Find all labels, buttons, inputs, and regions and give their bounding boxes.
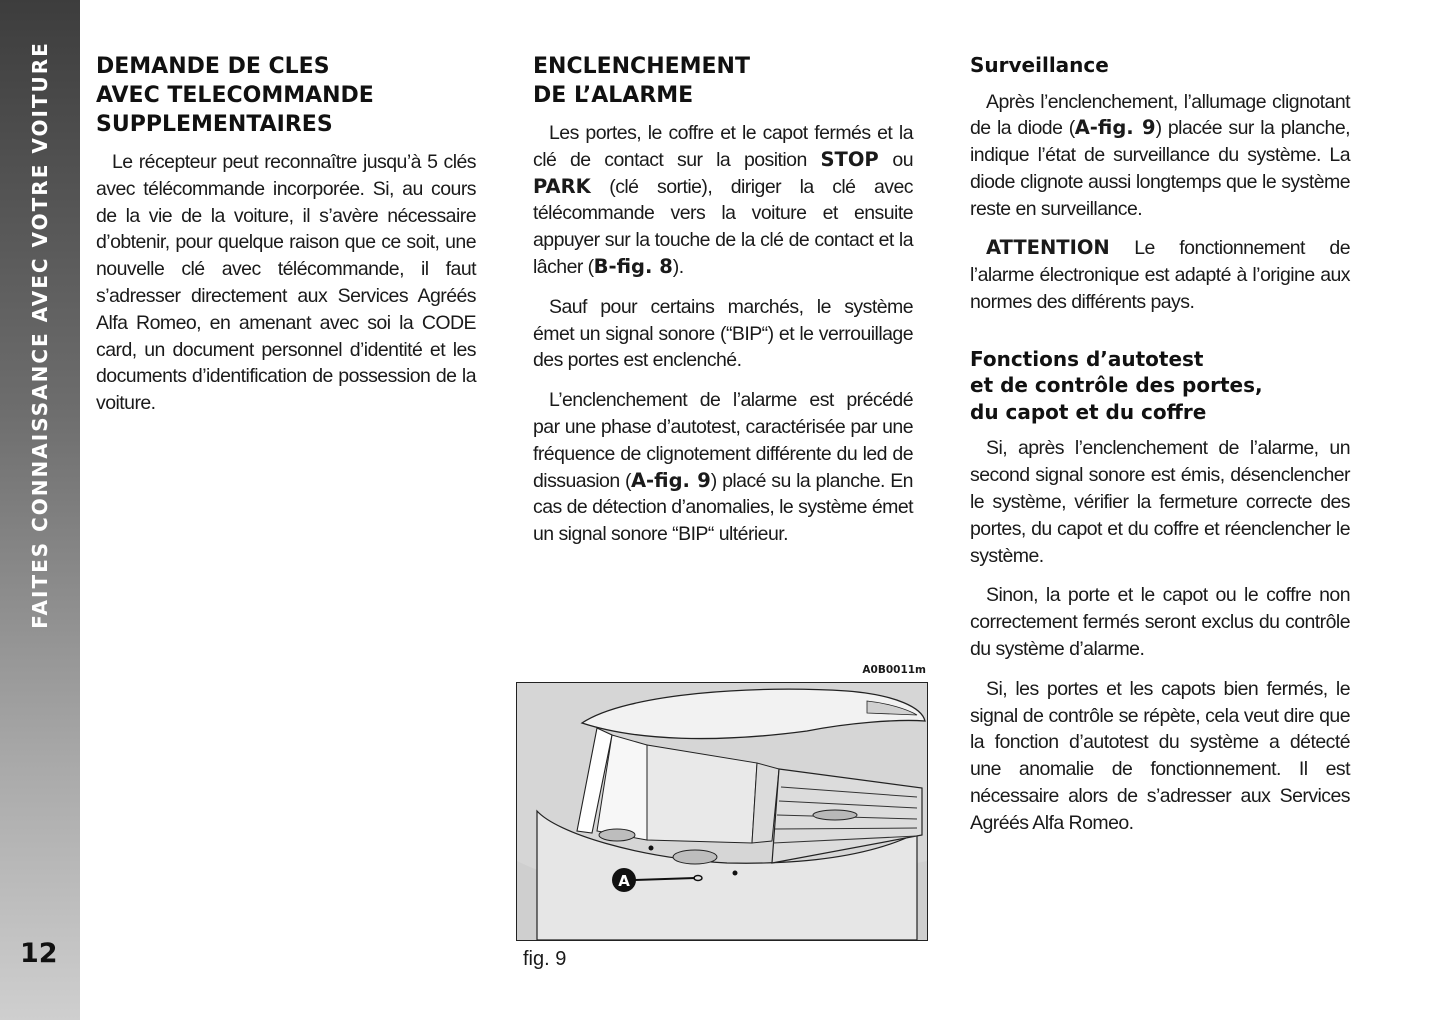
column-keys: [96, 52, 476, 430]
heading-enclenchement: [533, 52, 913, 110]
heading-line: DE L’ALARME: [533, 83, 694, 108]
heading-surveillance: Surveillance: [970, 53, 1109, 77]
heading-line: SUPPLEMENTAIRES: [96, 112, 333, 137]
paragraph-second-signal: Si, après l’enclenchement de l’alarme, un second signal sonore est émis, désenclencher le système, vérifier la fermeture correcte des portes, du capot et du coffre et réenclencher le système.: [970, 437, 1350, 567]
text-run: Après l’enclenchement, l’allumage clignotant de la diode (: [970, 90, 1350, 140]
heading-line: ENCLENCHEMENT: [533, 54, 750, 79]
column-alarm: [533, 52, 913, 561]
text-run: (clé sortie), diriger la clé avec télécommande vers la voiture et ensuite appuyer sur la touche de la clé de contact et la lâcher (: [533, 175, 913, 278]
text-run: Le fonctionnement de l’alarme électronique est adapté à l’origine aux normes des différents pays.: [970, 237, 1350, 314]
text-run: Les portes, le coffre et le capot fermés et la clé de contact sur la position: [533, 122, 913, 171]
bold-park: PARK: [533, 174, 591, 198]
paragraph-autotest: [533, 387, 913, 548]
text-run: ).: [672, 255, 684, 278]
text-run: ) placée sur la planche, indique l’état de surveillance du système. La diode clignote aussi longtemps que le système reste en surveillance.: [970, 117, 1350, 220]
column-surveillance: [970, 52, 1350, 850]
bold-fig-ref: B-fig. 8: [593, 254, 673, 278]
bold-attention: ATTENTION: [986, 236, 1110, 260]
bold-stop: STOP: [820, 147, 879, 171]
section-title: FAITES CONNAISSANCE AVEC VOTRE VOITURE: [28, 41, 52, 629]
paragraph-keys: Le récepteur peut reconnaître jusqu’à 5 clés avec télécommande incorporée. Si, au cours de la vie de la voiture, il s’avère nécessaire d’obtenir, pour quelque raison que ce soit, une nouvelle clé avec télécommande, il faut s’adresser directement aux Services Agréés Alfa Romeo, en amenant avec soi la CODE card, un document personnel d’identité et les documents d’identification de possession de la voiture.: [96, 151, 476, 415]
paragraph-anomaly: Si, les portes et les capots bien fermés, le signal de contrôle se répète, cela veut dire que la fonction d’autotest du système a détecté une anomalie de fonctionnement. Il est nécessaire alors de s’adresser aux Services Agréés Alfa Romeo.: [970, 677, 1350, 834]
dashboard-illustration: [517, 683, 927, 940]
page-number: 12: [20, 938, 58, 969]
paragraph-alarm-activation: [533, 120, 913, 281]
heading-line: du capot et du coffre: [970, 399, 1207, 424]
sidebar-band: [0, 0, 80, 1020]
paragraph-attention: [970, 235, 1350, 315]
figure-caption: fig. 9: [523, 948, 567, 970]
paragraph-bip: Sauf pour certains marchés, le système émet un signal sonore (“BIP“) et le verrouillage des portes est enclenché.: [533, 295, 913, 372]
heading-line: Fonctions d’autotest: [970, 346, 1204, 371]
paragraph-surveillance: [970, 89, 1350, 223]
bold-fig-ref: A-fig. 9: [630, 468, 711, 492]
heading-autotest: [970, 346, 1350, 426]
callout-label-a: A: [618, 872, 630, 890]
heading-line: DEMANDE DE CLES: [96, 54, 330, 79]
paragraph-excluded: Sinon, la porte et le capot ou le coffre non correctement fermés seront exclus du contrôle du système d’alarme.: [970, 584, 1350, 660]
text-run: ou: [878, 148, 913, 171]
bold-fig-ref: A-fig. 9: [1074, 116, 1156, 140]
dashboard-led-figure: [516, 682, 928, 941]
text-run: ) placé su la planche. En cas de détection d’anomalies, le système émet un signal sonore “BIP“ ultérieur.: [533, 469, 913, 546]
heading-line: et de contrôle des portes,: [970, 373, 1263, 398]
figure-code: A0B0011m: [862, 664, 926, 676]
heading-line: AVEC TELECOMMANDE: [96, 83, 374, 108]
text-run: L’enclenchement de l’alarme est précédé par une phase d’autotest, caractérisée par une fréquence de clignotement différente du led de dissuasion (: [533, 389, 913, 492]
heading-demande-de-cles: [96, 52, 476, 139]
